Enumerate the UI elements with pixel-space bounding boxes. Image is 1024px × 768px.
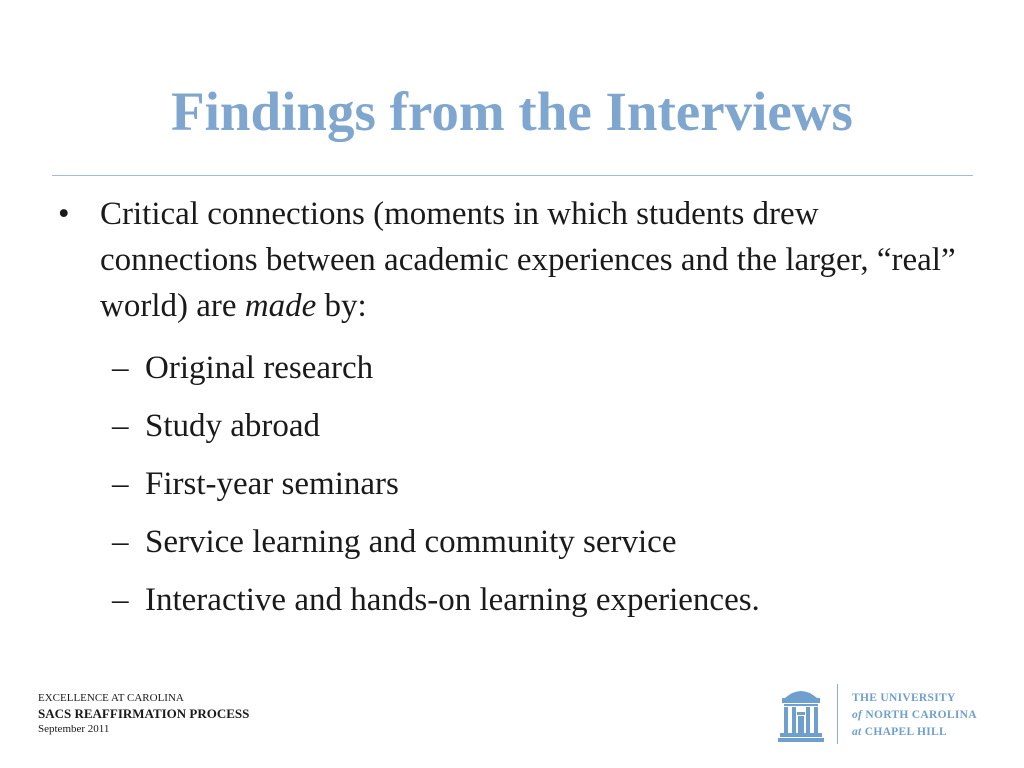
list-item-text: Original research bbox=[145, 350, 374, 386]
dash-marker: – bbox=[112, 466, 129, 502]
logo-divider bbox=[837, 684, 838, 744]
list-item bbox=[112, 513, 958, 571]
footer-line-1: EXCELLENCE AT CAROLINA bbox=[38, 692, 184, 704]
list-item-text: First-year seminars bbox=[145, 466, 399, 502]
logo-line-1: THE UNIVERSITY bbox=[852, 692, 956, 704]
bullet-emphasis: made bbox=[244, 288, 317, 324]
footer-line-3: September 2011 bbox=[38, 723, 110, 735]
dash-marker: – bbox=[112, 582, 129, 618]
title-divider bbox=[52, 175, 973, 176]
dash-marker: – bbox=[112, 524, 129, 560]
list-item-text: Study abroad bbox=[145, 408, 321, 444]
list-item bbox=[112, 397, 958, 455]
list-item bbox=[112, 339, 958, 397]
logo-line-2: of NORTH CAROLINA bbox=[852, 709, 977, 721]
list-item-text: Interactive and hands-on learning experiences. bbox=[145, 582, 760, 618]
bullet-text-before: Critical connections (moments in which students drew connections between academic experiences and the larger, “real” world) are bbox=[100, 196, 956, 324]
logo-line-3: at CHAPEL HILL bbox=[852, 726, 947, 738]
list-item bbox=[112, 455, 958, 513]
bullet-marker: • bbox=[58, 196, 70, 232]
list-item bbox=[112, 571, 958, 629]
logo-wordmark bbox=[852, 690, 977, 741]
university-logo bbox=[776, 682, 996, 744]
slide-content bbox=[58, 191, 958, 629]
footer bbox=[38, 692, 249, 736]
main-bullet bbox=[58, 191, 958, 329]
old-well-icon bbox=[776, 682, 826, 744]
list-item-text: Service learning and community service bbox=[145, 524, 677, 560]
slide-title: Findings from the Interviews bbox=[171, 81, 853, 142]
dash-marker: – bbox=[112, 408, 129, 444]
sub-bullet-list bbox=[58, 339, 958, 629]
footer-line-2: SACS REAFFIRMATION PROCESS bbox=[38, 706, 250, 721]
dash-marker: – bbox=[112, 350, 129, 386]
bullet-text-after: by: bbox=[316, 288, 367, 324]
